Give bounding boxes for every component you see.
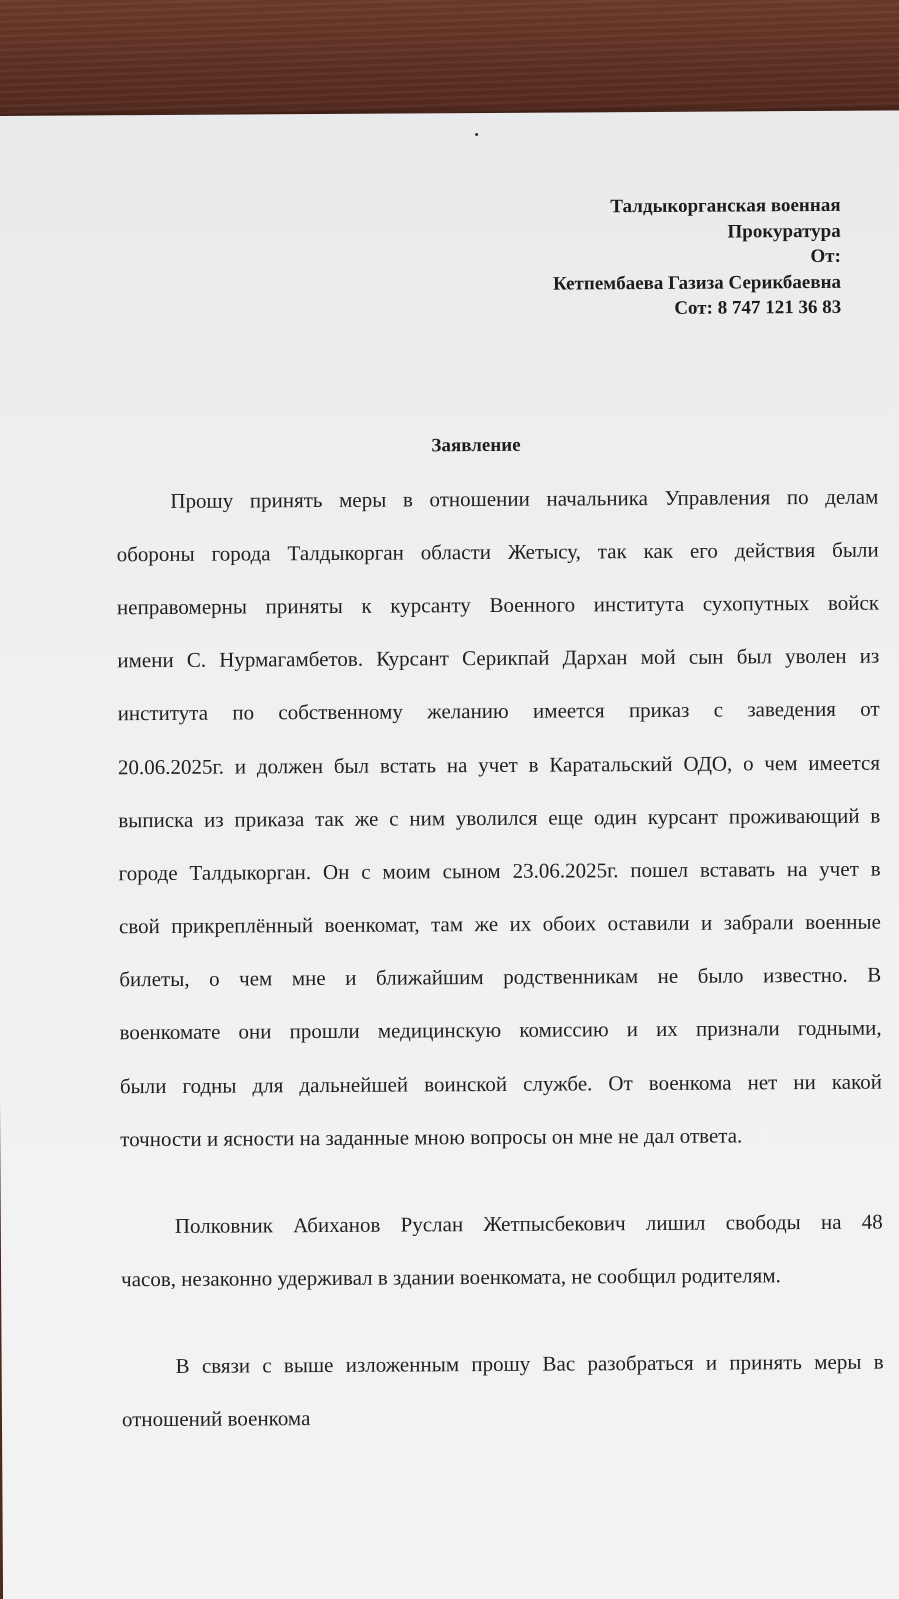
document-page [0, 110, 899, 1599]
text-line: часов, незаконно удерживал в здании военкомата, не сообщил родителям. [121, 1263, 781, 1292]
text-line: отношений военкома [121, 1405, 311, 1432]
text-line: выписка из приказа так же с ним уволился еще один курсант проживающий в [118, 803, 881, 832]
text-line: точности и ясности на заданные мною вопросы он мне не дал ответа. [120, 1123, 743, 1152]
sender-name: Кетпембаева Газиза Серикбаевна [552, 271, 842, 295]
addressee-block [552, 193, 841, 322]
sender-phone: Сот: 8 747 121 36 83 [674, 296, 842, 319]
addressee-line-2: Прокуратура [727, 220, 841, 243]
text-line: В связи с выше изложенным прошу Вас разобраться и принять меры в [175, 1349, 884, 1378]
text-line: неправомерны приняты к курсанту Военного института сухопутных войск [116, 590, 880, 620]
text-line: Полковник Абиханов Руслан Жетпысбекович лишил свободы на 48 [174, 1209, 883, 1238]
paragraph-3 [67, 1322, 884, 1460]
text-line: 20.06.2025г. и должен был встать на учет в Каратальский ОДО, о чем имеется [117, 750, 881, 779]
text-line: Прошу принять меры в отношении начальника Управления по делам [170, 484, 879, 513]
text-line: военкомате они прошли медицинскую комиссию и их признали годными, [119, 1016, 882, 1045]
text-line: были годны для дальнейшей воинской службе. От военкома нет ни какой [119, 1069, 882, 1098]
text-line: института по собственному желанию имеется приказ с заведения от [117, 696, 880, 726]
text-line: имени С. Нурмагамбетов. Курсант Серикпай Дархан мой сын был уволен из [117, 643, 880, 673]
document-title: Заявление [431, 434, 521, 457]
paragraph-2 [67, 1182, 884, 1320]
text-line: обороны города Талдыкорган области Жетысу, так как его действия были [116, 537, 879, 567]
addressee-line-1: Талдыкорганская военная [610, 194, 841, 218]
paragraph-1 [62, 457, 882, 1180]
ink-dot [475, 133, 478, 136]
document-body [62, 457, 884, 1460]
text-line: свой прикреплённый военкомат, там же их обоих оставили и забрали военные [118, 909, 882, 939]
text-line: городе Талдыкорган. Он с моим сыном 23.06.2025г. пошел вставать на учет в [118, 856, 881, 886]
sender-label: От: [810, 245, 841, 268]
text-line: билеты, о чем мне и ближайшим родственникам не было известно. В [119, 962, 882, 992]
